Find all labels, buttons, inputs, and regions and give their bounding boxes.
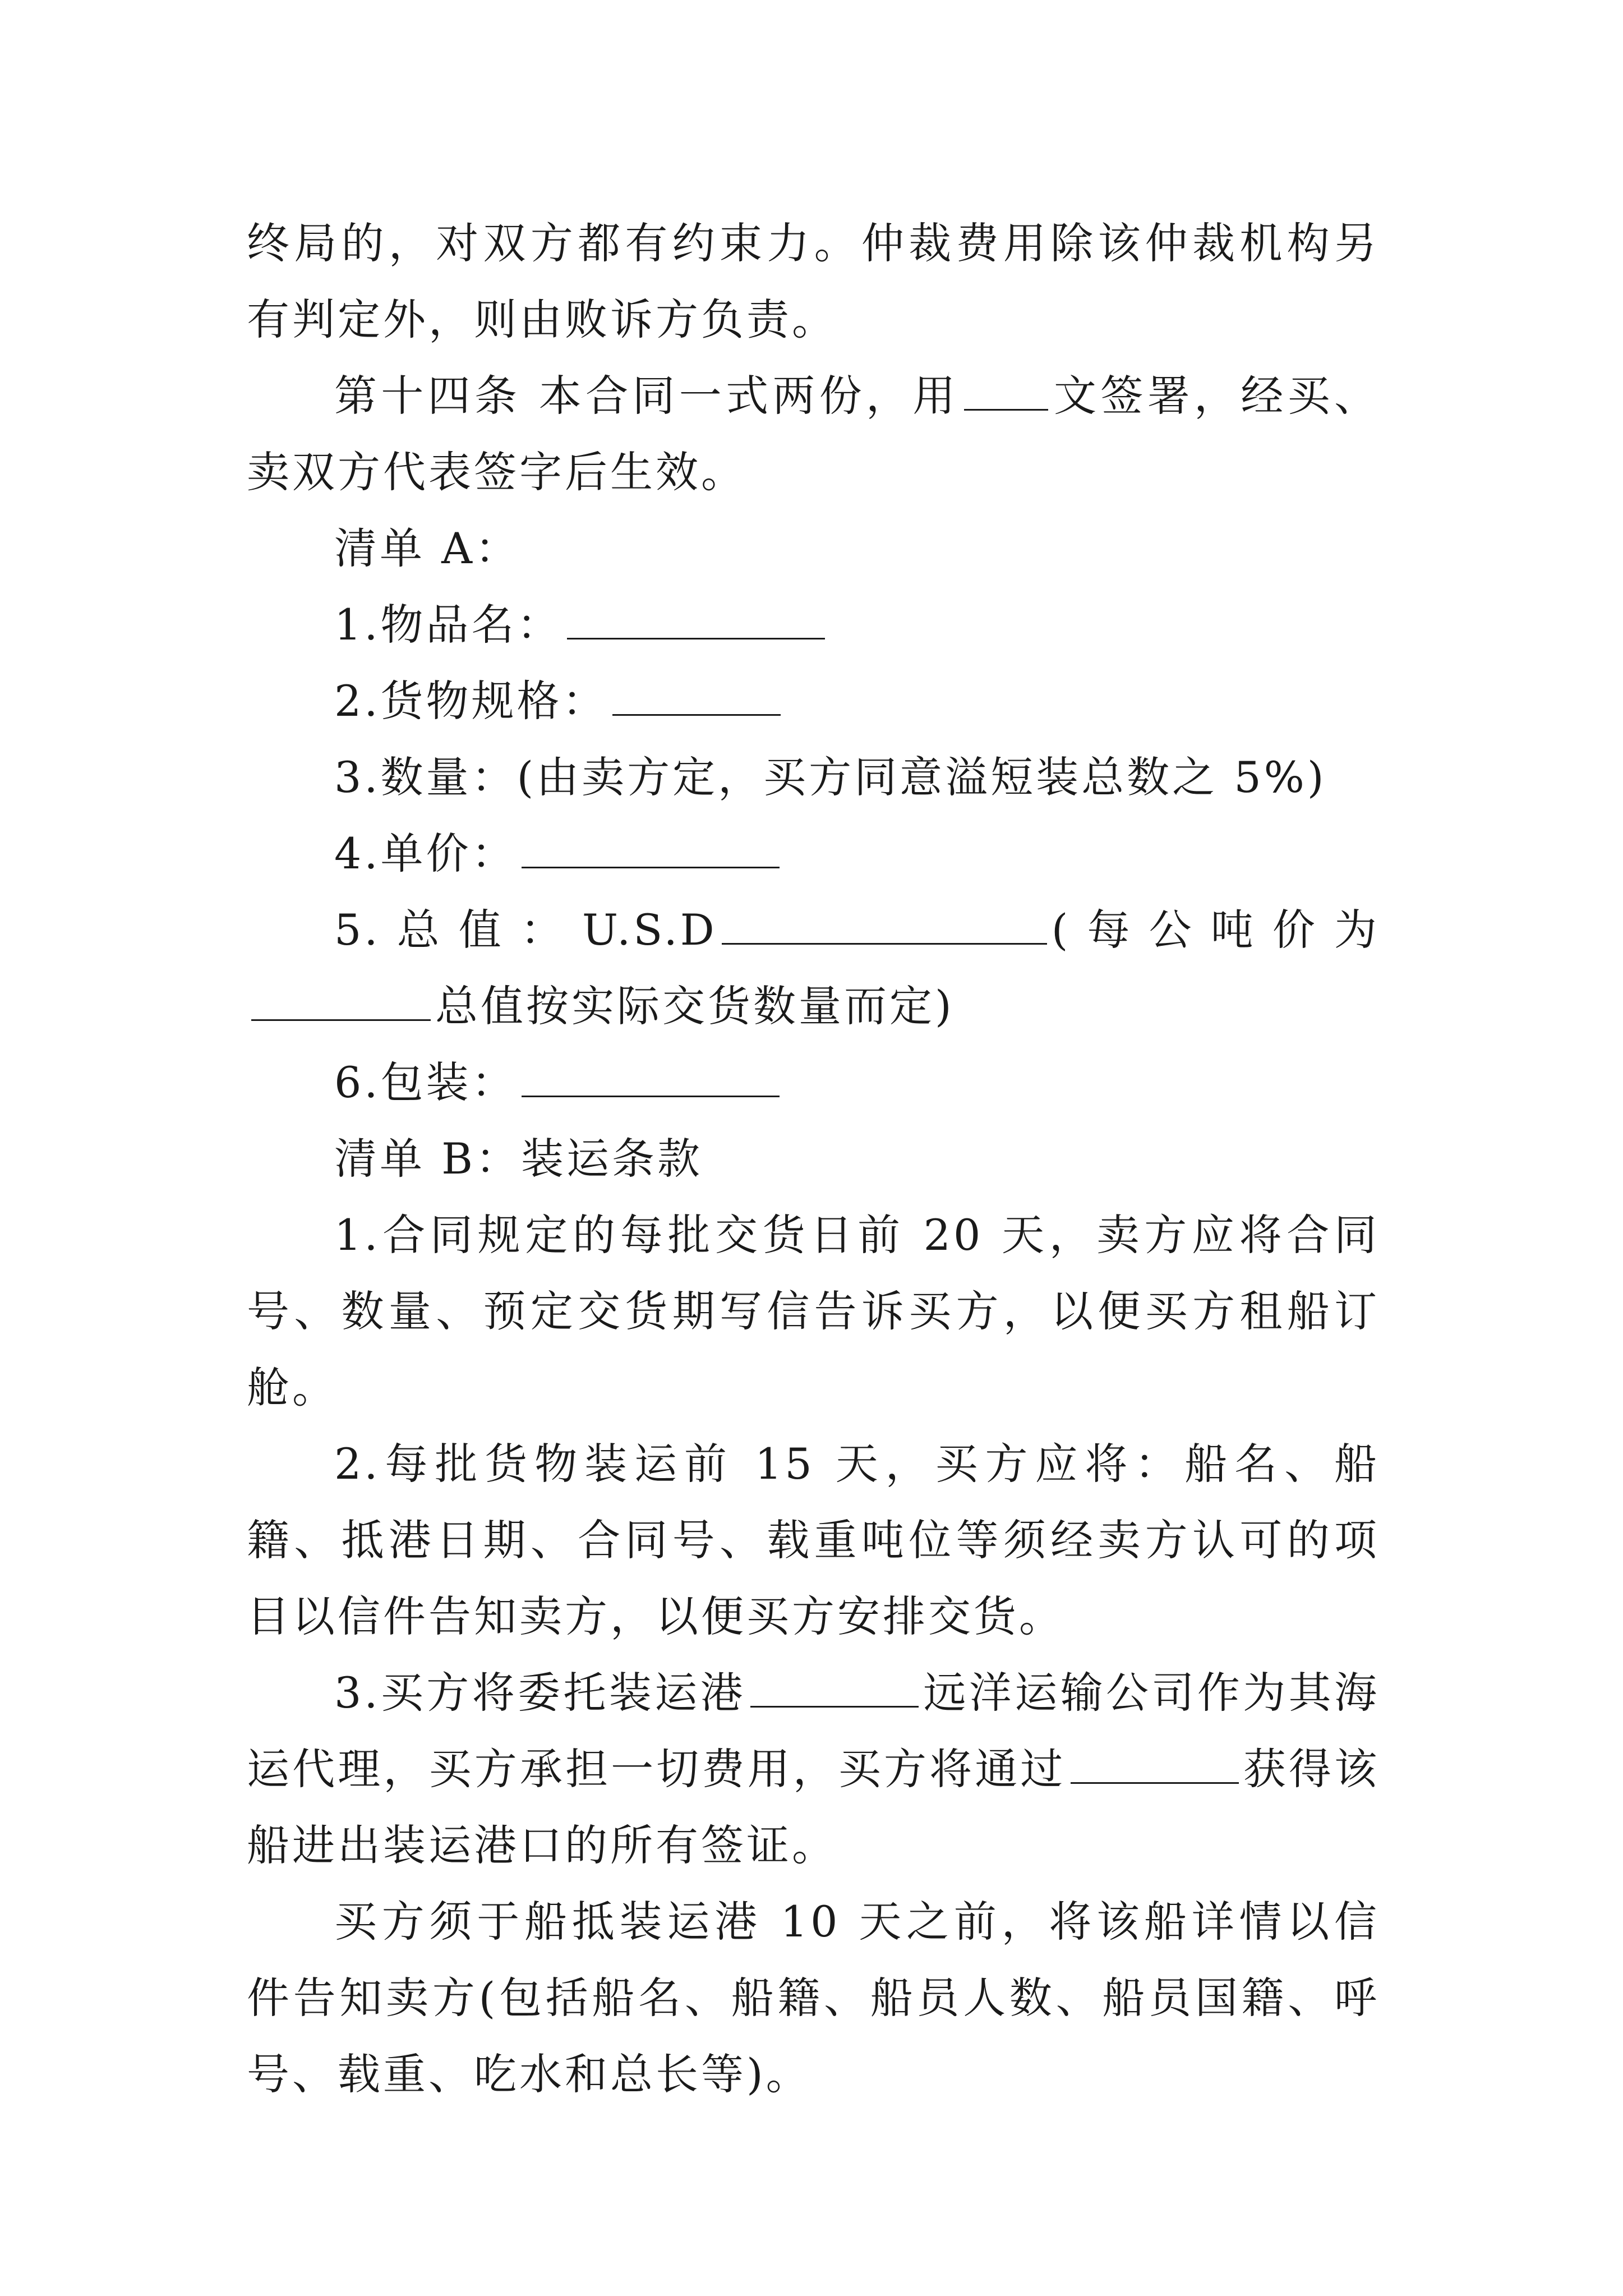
list-a-item-6	[247, 1045, 1380, 1121]
language-blank	[964, 372, 1048, 411]
list-a-item-3	[247, 739, 1380, 816]
unit-price-blank	[522, 830, 780, 868]
shipping-clause-4: 买方须于船抵装运港 10 天之前，将该船详情以信件告知卖方(包括船名、船籍、船员人数、船员国籍、呼号、载重、吃水和总长等)。	[247, 1897, 1380, 2099]
list-a-title-text: 清单 A：	[334, 523, 521, 573]
item-name-blank	[567, 601, 825, 639]
list-b-title	[247, 1121, 1380, 1197]
item-spec-label: 2.货物规格：	[334, 676, 608, 726]
list-a-title	[247, 510, 1380, 587]
total-value-label: 5.总值：U.S.D	[334, 905, 717, 955]
price-per-ton-label: (每公吨价为	[1051, 905, 1380, 955]
list-a-item-2	[247, 663, 1380, 739]
list-b-item-1	[247, 1197, 1380, 1426]
list-b-item-3	[247, 1655, 1380, 1884]
port-blank	[750, 1669, 919, 1708]
list-b-item-2	[247, 1426, 1380, 1655]
shipping-clause-2: 2.每批货物装运前 15 天，买方应将：船名、船籍、抵港日期、合同号、载重吨位等须经卖方认可的项目以信件告知卖方，以便买方安排交货。	[247, 1439, 1380, 1641]
shipping-clause-1: 1.合同规定的每批交货日前 20 天，卖方应将合同号、数量、预定交货期写信告诉买方，以便买方租船订舱。	[247, 1210, 1380, 1412]
packaging-label: 6.包装：	[334, 1057, 517, 1107]
shipping-clause-3-end: 获得该船进出装运港口的所有签证。	[247, 1744, 1380, 1870]
shipping-clause-3-middle: 远洋运输公司作为其海运代理，买方承担一切费用，买方将通过	[247, 1668, 1380, 1794]
list-a-item-1	[247, 587, 1380, 663]
list-b-item-4	[247, 1884, 1380, 2113]
agent-blank	[1071, 1745, 1239, 1784]
unit-price-label: 4.单价：	[334, 829, 517, 878]
arbitration-paragraph	[247, 205, 1380, 358]
article-14-text-end: 文签署，经买、卖双方代表签字后生效。	[247, 371, 1380, 497]
total-value-blank	[722, 906, 1047, 945]
quantity-text: 3.数量：(由卖方定，买方同意溢短装总数之 5%)	[334, 752, 1327, 802]
total-value-note: 总值按实际交货数量而定)	[435, 981, 955, 1031]
contract-body	[247, 205, 1380, 2113]
shipping-clause-3-start: 3.买方将委托装运港	[334, 1668, 746, 1718]
list-b-title-text: 清单 B：装运条款	[334, 1134, 703, 1184]
list-a-item-5	[247, 892, 1380, 1045]
list-a-item-4	[247, 816, 1380, 892]
price-per-ton-blank	[251, 982, 431, 1021]
article-14-text-start: 第十四条 本合同一式两份，用	[334, 371, 960, 421]
packaging-blank	[522, 1059, 780, 1097]
article-14-paragraph	[247, 358, 1380, 510]
item-name-label: 1.物品名：	[334, 600, 562, 650]
item-spec-blank	[612, 677, 781, 716]
arbitration-text: 终局的，对双方都有约束力。仲裁费用除该仲裁机构另有判定外，则由败诉方负责。	[247, 218, 1380, 344]
